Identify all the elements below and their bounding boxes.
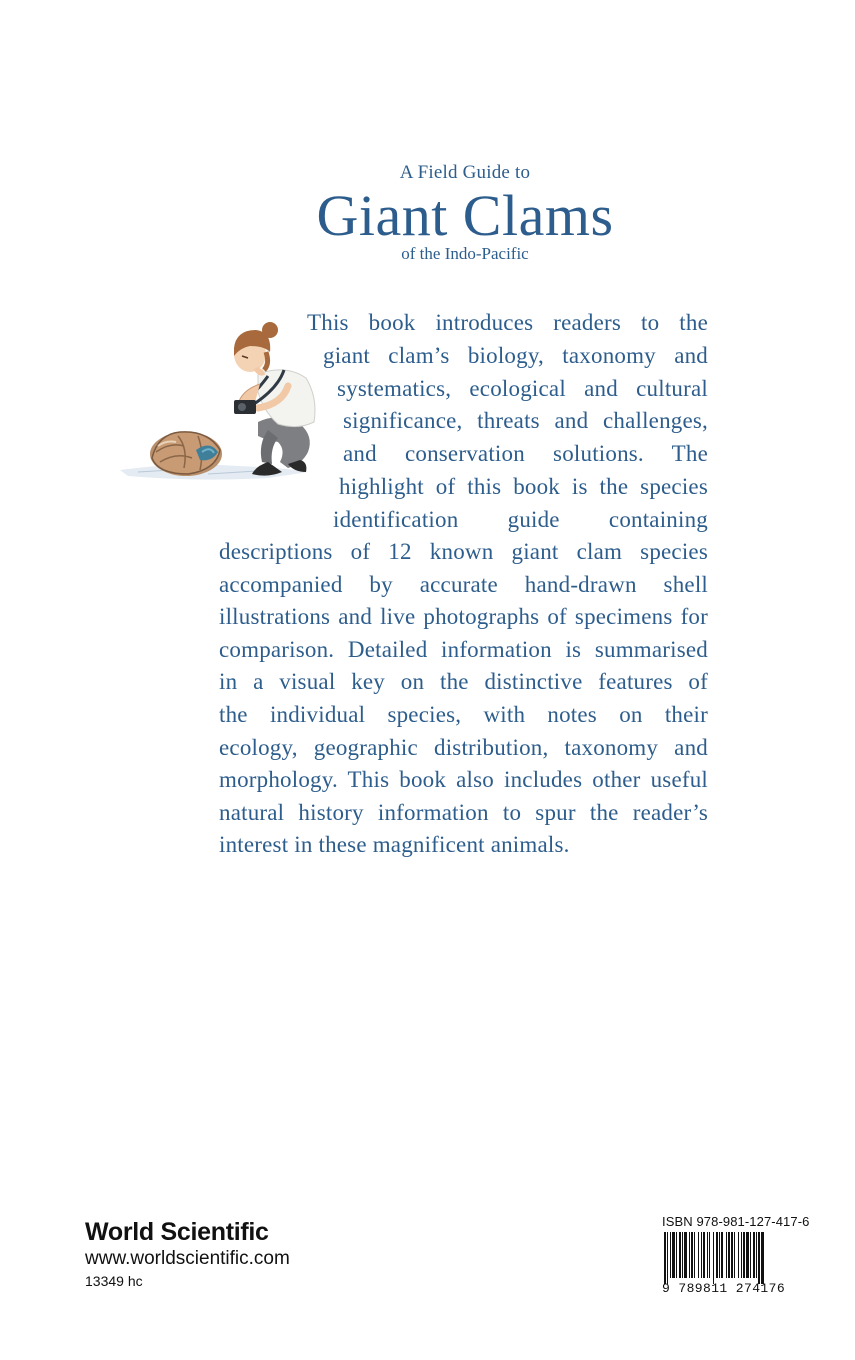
publisher-block bbox=[85, 1217, 290, 1291]
barcode-icon bbox=[662, 1232, 810, 1284]
barcode-bar bbox=[734, 1232, 735, 1278]
barcode-bar bbox=[703, 1232, 705, 1278]
barcode-bar bbox=[753, 1232, 755, 1278]
barcode-bar bbox=[676, 1232, 677, 1278]
publisher-code: 13349 hc bbox=[85, 1273, 143, 1289]
barcode-bar bbox=[679, 1232, 681, 1278]
barcode-bar bbox=[682, 1232, 683, 1278]
blurb-line: significance, threats and challenges, bbox=[343, 408, 708, 433]
barcode-bar bbox=[698, 1232, 699, 1278]
barcode-digits: 9 789811 274176 bbox=[662, 1281, 812, 1296]
blurb-line: accompanied by accurate hand-drawn shell bbox=[219, 572, 708, 597]
barcode-bar bbox=[684, 1232, 687, 1278]
blurb-line: illustrations and live photographs of specimens for bbox=[219, 604, 708, 629]
barcode-bar bbox=[719, 1232, 720, 1278]
blurb-line: This book introduces readers to the bbox=[307, 310, 708, 335]
barcode-bar bbox=[743, 1232, 745, 1278]
blurb-line-last: interest in these magnificent animals. bbox=[219, 832, 570, 857]
pre-title: A Field Guide to bbox=[399, 162, 531, 183]
barcode-bar bbox=[731, 1232, 733, 1278]
blurb-line: highlight of this book is the species bbox=[339, 474, 708, 499]
barcode-bar bbox=[691, 1232, 693, 1278]
barcode-bar bbox=[664, 1232, 666, 1284]
barcode-bar bbox=[750, 1232, 751, 1278]
isbn-label: ISBN 978-981-127-417-6 bbox=[662, 1214, 810, 1229]
barcode-bar bbox=[667, 1232, 668, 1284]
barcode-bar bbox=[758, 1232, 760, 1284]
book-title: Giant Clams bbox=[316, 183, 614, 248]
barcode-bar bbox=[738, 1232, 739, 1278]
blurb-line: and conservation solutions. The bbox=[343, 441, 708, 466]
publisher-name: World Scientific bbox=[85, 1218, 269, 1246]
barcode-bar bbox=[707, 1232, 708, 1278]
barcode-bar bbox=[670, 1232, 671, 1278]
barcode-bar bbox=[701, 1232, 702, 1278]
blurb-line: descriptions of 12 known giant clam species bbox=[219, 539, 708, 564]
barcode-bar bbox=[756, 1232, 757, 1278]
barcode-bar bbox=[761, 1232, 764, 1284]
blurb-line: morphology. This book also includes other useful bbox=[219, 767, 708, 792]
barcode-bar bbox=[689, 1232, 690, 1278]
barcode-bar bbox=[746, 1232, 749, 1278]
barcode-bar bbox=[713, 1232, 714, 1284]
barcode-bar bbox=[672, 1232, 675, 1278]
woman-photographing-clam-illustration bbox=[118, 312, 328, 492]
woman-figure-icon bbox=[234, 322, 315, 476]
giant-clam-icon bbox=[150, 432, 222, 476]
barcode-bar bbox=[694, 1232, 695, 1278]
title-block bbox=[0, 160, 855, 265]
isbn-block bbox=[662, 1214, 812, 1296]
blurb-line: systematics, ecological and cultural bbox=[337, 376, 708, 401]
barcode-bar bbox=[741, 1232, 742, 1278]
barcode-bar bbox=[709, 1232, 710, 1278]
blurb-line: natural history information to spur the reader’s bbox=[219, 800, 708, 825]
blurb-line: comparison. Detailed information is summarised bbox=[219, 637, 708, 662]
blurb-line: identification guide containing bbox=[333, 507, 708, 532]
blurb-line: giant clam’s biology, taxonomy and bbox=[323, 343, 708, 368]
blurb-line: the individual species, with notes on their bbox=[219, 702, 708, 727]
barcode-bar bbox=[721, 1232, 723, 1278]
blurb-line: ecology, geographic distribution, taxonomy and bbox=[219, 735, 708, 760]
blurb-line: in a visual key on the distinctive features of bbox=[219, 669, 708, 694]
barcode-bar bbox=[716, 1232, 718, 1278]
barcode-bar bbox=[728, 1232, 730, 1278]
publisher-url: www.worldscientific.com bbox=[85, 1248, 290, 1269]
post-title: of the Indo-Pacific bbox=[401, 244, 529, 263]
barcode-bar bbox=[726, 1232, 727, 1278]
